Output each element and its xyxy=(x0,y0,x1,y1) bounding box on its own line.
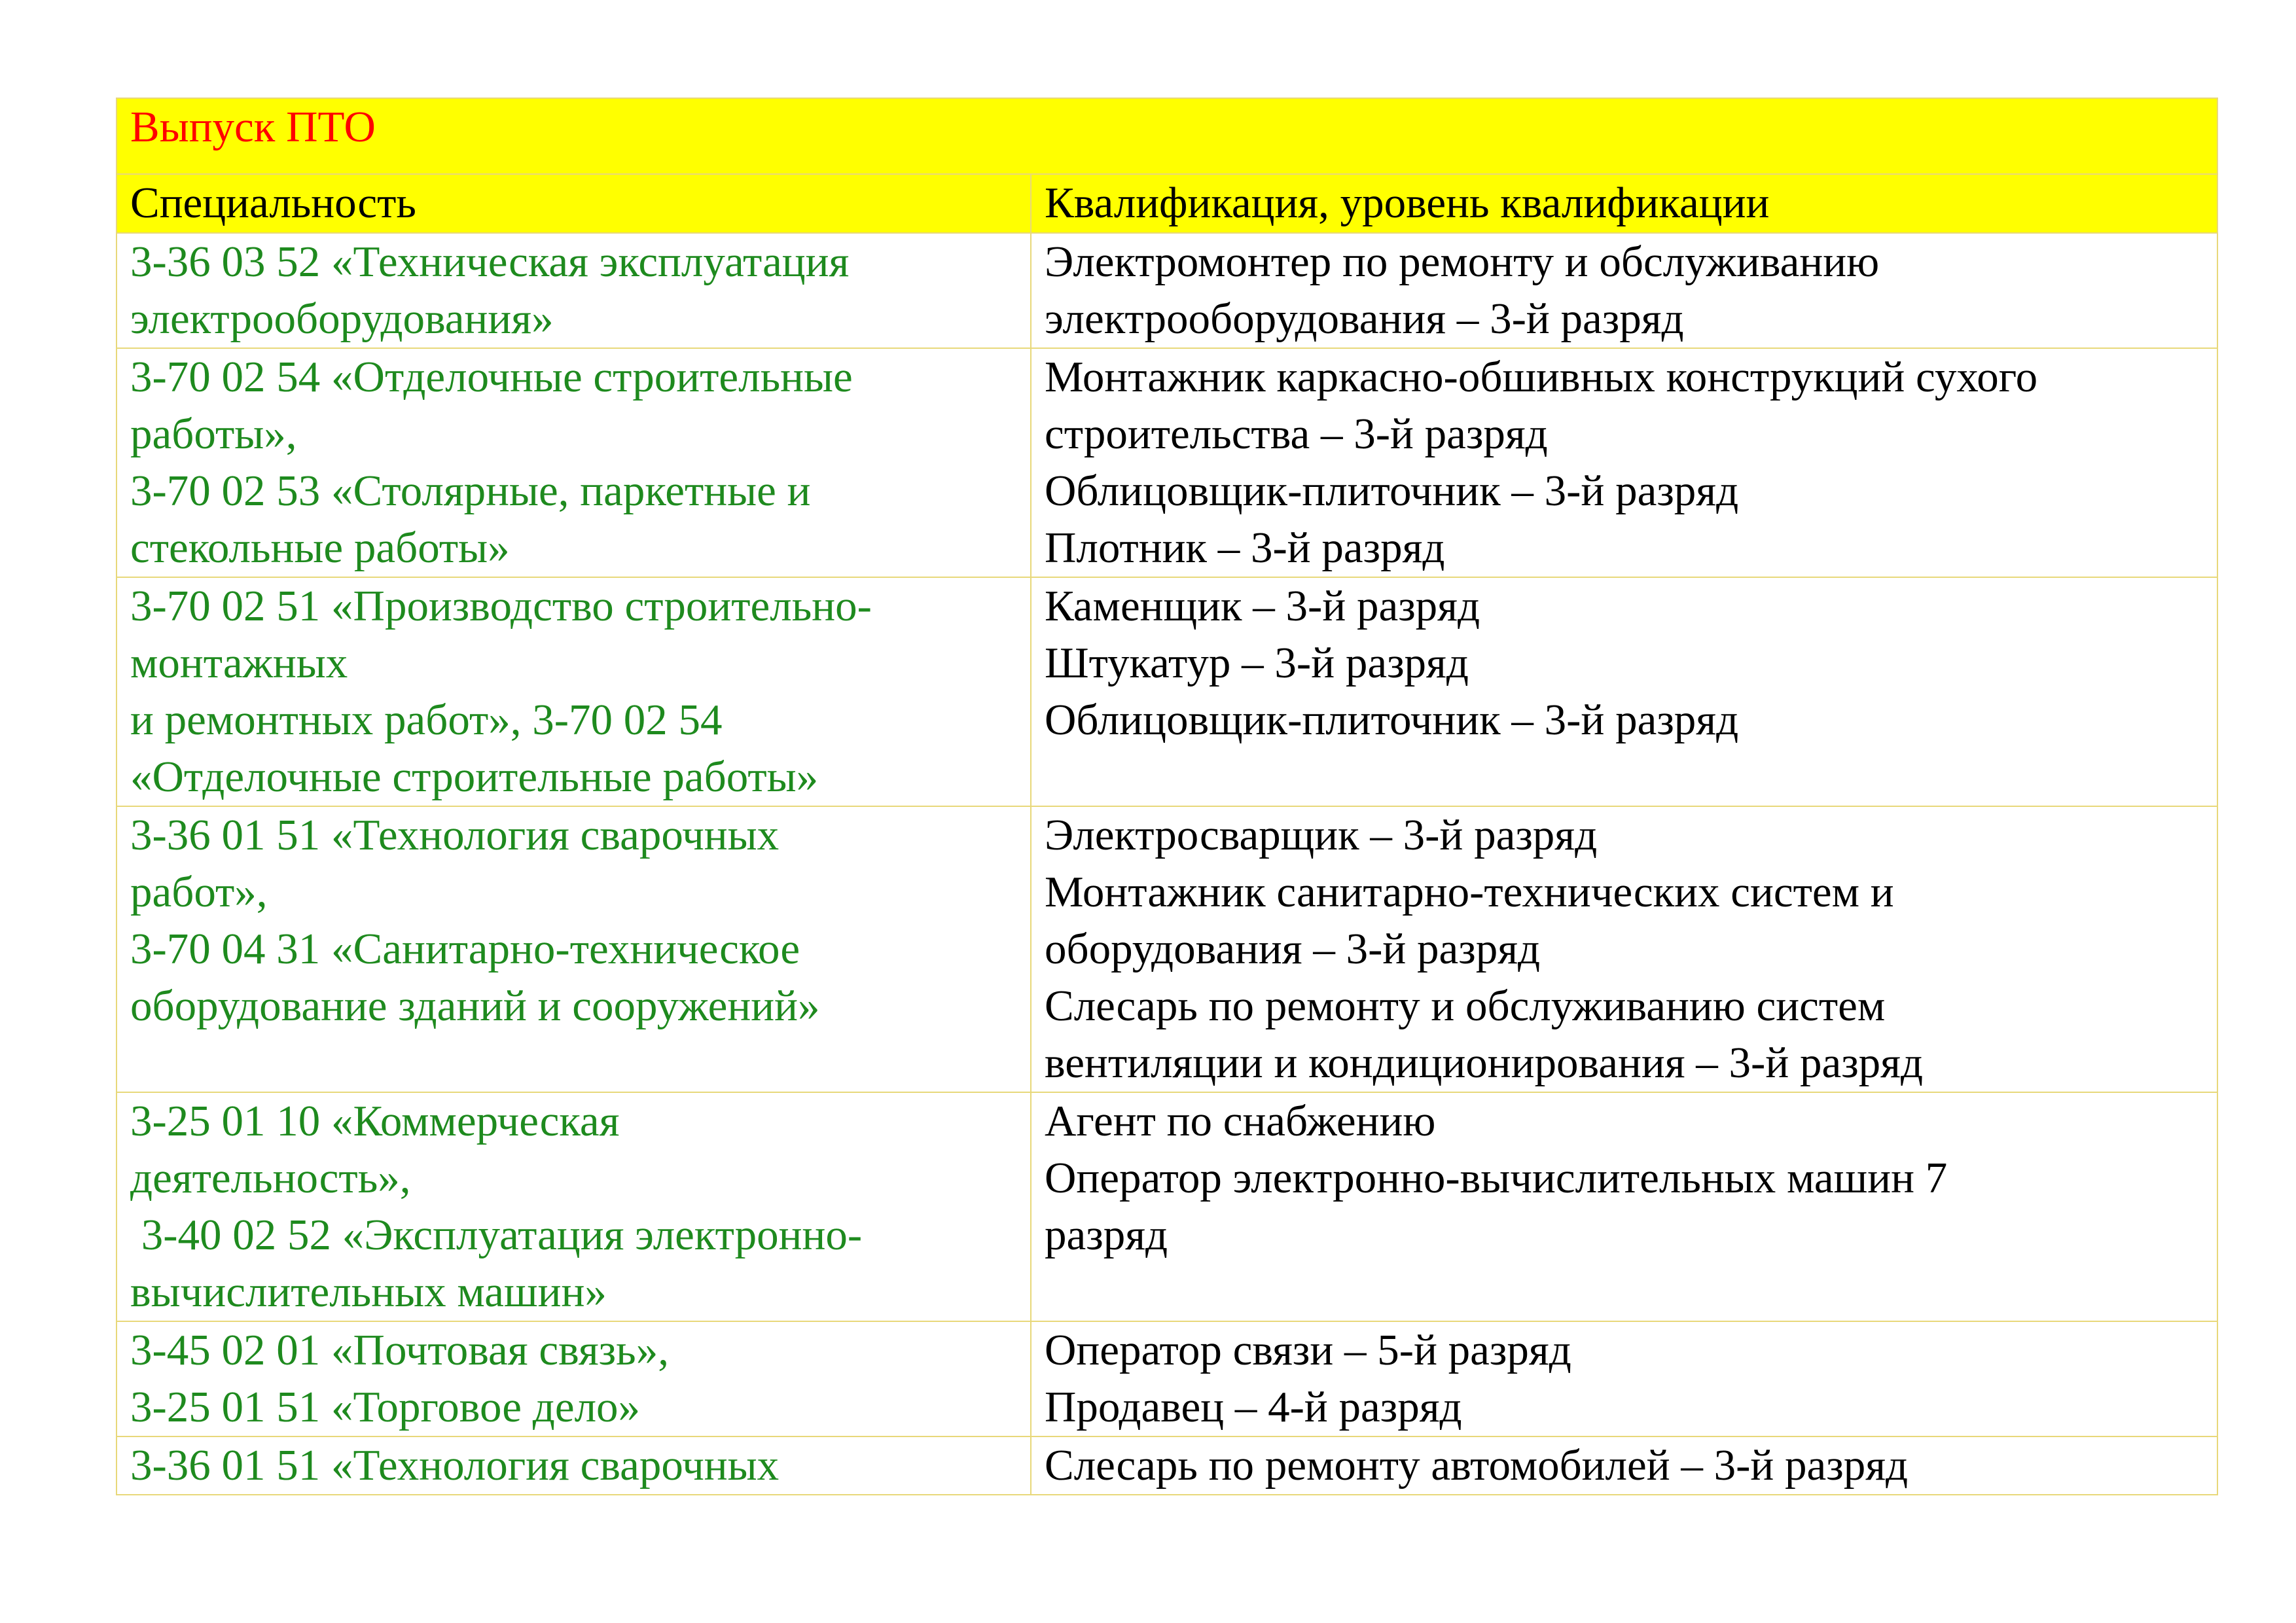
qualification-cell xyxy=(1031,348,2217,577)
specialty-line: электрооборудования» xyxy=(130,294,554,343)
qualification-line: Монтажник санитарно-технических систем и xyxy=(1045,868,1894,916)
table-row xyxy=(117,348,2217,577)
title-row xyxy=(117,98,2217,174)
specialty-line: 3-45 02 01 «Почтовая связь», xyxy=(130,1326,669,1374)
qualification-line: оборудования – 3-й разряд xyxy=(1045,925,1541,973)
specialty-line: «Отделочные строительные работы» xyxy=(130,753,819,801)
specialty-line: 3-36 01 51 «Технология сварочных xyxy=(130,1441,780,1489)
qualification-line: Агент по снабжению xyxy=(1045,1097,1436,1145)
table-body xyxy=(117,233,2217,1495)
graduates-table xyxy=(116,98,2218,1495)
specialty-line: 3-70 02 51 «Производство строительно- xyxy=(130,582,872,630)
specialty-line: оборудование зданий и сооружений» xyxy=(130,982,820,1030)
table-row xyxy=(117,233,2217,348)
qualification-line: строительства – 3-й разряд xyxy=(1045,410,1548,458)
specialty-cell xyxy=(117,806,1031,1092)
qualification-line: вентиляции и кондиционирования – 3-й разряд xyxy=(1045,1039,1924,1087)
table-row xyxy=(117,806,2217,1092)
specialty-line: 3-70 04 31 «Санитарно-техническое xyxy=(130,925,800,973)
document-sheet xyxy=(116,98,2217,1495)
specialty-line: стекольные работы» xyxy=(130,524,510,572)
qualification-line: Штукатур – 3-й разряд xyxy=(1045,639,1469,687)
qualification-cell xyxy=(1031,577,2217,806)
specialty-line: работ», xyxy=(130,868,268,916)
table-row xyxy=(117,1436,2217,1495)
qualification-line: Монтажник каркасно-обшивных конструкций сухого xyxy=(1045,353,2038,401)
specialty-line: 3-70 02 53 «Столярные, паркетные и xyxy=(130,467,811,515)
specialty-cell xyxy=(117,233,1031,348)
qualification-line: Каменщик – 3-й разряд xyxy=(1045,582,1480,630)
qualification-cell xyxy=(1031,233,2217,348)
specialty-line: 3-25 01 10 «Коммерческая xyxy=(130,1097,620,1145)
table-title: Выпуск ПТО xyxy=(117,98,2217,174)
qualification-line: Слесарь по ремонту автомобилей – 3-й разряд xyxy=(1045,1441,1909,1489)
specialty-line: работы», xyxy=(130,410,297,458)
specialty-line: 3-70 02 54 «Отделочные строительные xyxy=(130,353,853,401)
specialty-line: 3-40 02 52 «Эксплуатация электронно- xyxy=(130,1211,863,1259)
qualification-cell xyxy=(1031,1436,2217,1495)
specialty-cell xyxy=(117,1436,1031,1495)
qualification-cell xyxy=(1031,1321,2217,1436)
qualification-line: Оператор электронно-вычислительных машин 7 xyxy=(1045,1154,1948,1202)
specialty-line: 3-36 01 51 «Технология сварочных xyxy=(130,811,780,859)
column-header-specialty: Специальность xyxy=(117,174,1031,233)
specialty-cell xyxy=(117,1092,1031,1321)
qualification-line: Облицовщик-плиточник – 3-й разряд xyxy=(1045,696,1739,744)
specialty-line: вычислительных машин» xyxy=(130,1268,607,1316)
qualification-line: Плотник – 3-й разряд xyxy=(1045,524,1445,572)
header-row xyxy=(117,174,2217,233)
specialty-cell xyxy=(117,577,1031,806)
specialty-line: и ремонтных работ», 3-70 02 54 xyxy=(130,696,723,744)
specialty-cell xyxy=(117,348,1031,577)
specialty-line: 3-36 03 52 «Техническая эксплуатация xyxy=(130,238,850,286)
qualification-line: Оператор связи – 5-й разряд xyxy=(1045,1326,1571,1374)
qualification-line: Облицовщик-плиточник – 3-й разряд xyxy=(1045,467,1739,515)
specialty-line: 3-25 01 51 «Торговое дело» xyxy=(130,1383,641,1431)
specialty-line: деятельность», xyxy=(130,1154,411,1202)
specialty-line: монтажных xyxy=(130,639,348,687)
qualification-line: Слесарь по ремонту и обслуживанию систем xyxy=(1045,982,1886,1030)
column-header-qualification: Квалификация, уровень квалификации xyxy=(1031,174,2217,233)
qualification-line: Электромонтер по ремонту и обслуживанию xyxy=(1045,238,1880,286)
qualification-line: разряд xyxy=(1045,1211,1168,1259)
specialty-cell xyxy=(117,1321,1031,1436)
qualification-line: Электросварщик – 3-й разряд xyxy=(1045,811,1598,859)
table-row xyxy=(117,577,2217,806)
qualification-cell xyxy=(1031,806,2217,1092)
qualification-line: Продавец – 4-й разряд xyxy=(1045,1383,1462,1431)
table-row xyxy=(117,1321,2217,1436)
table-row xyxy=(117,1092,2217,1321)
qualification-cell xyxy=(1031,1092,2217,1321)
qualification-line: электрооборудования – 3-й разряд xyxy=(1045,294,1684,343)
